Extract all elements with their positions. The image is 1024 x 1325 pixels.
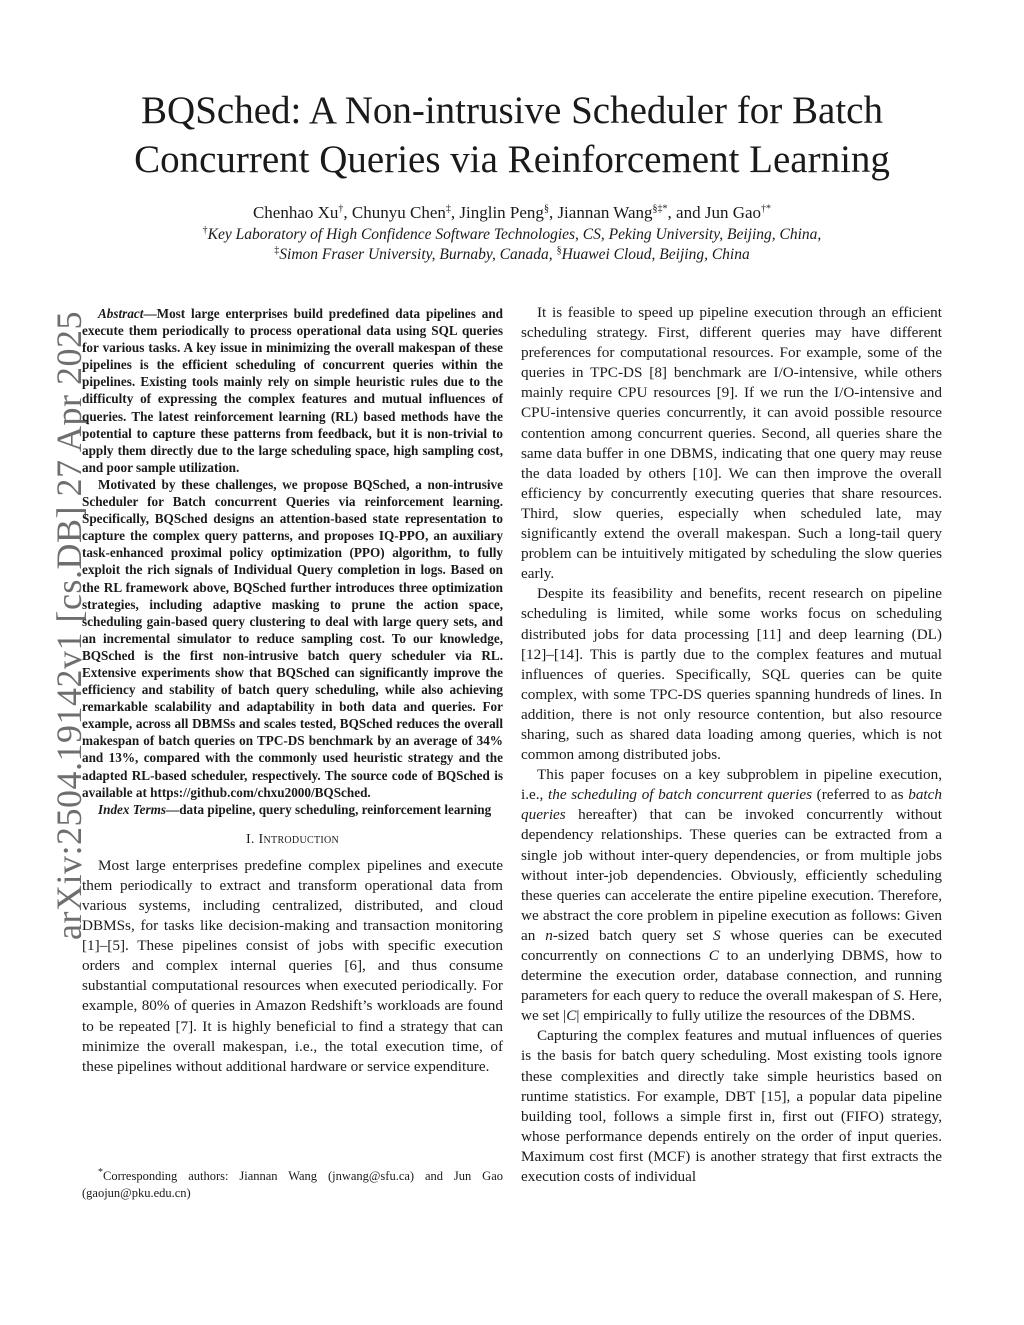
author-mark: ‡ — [445, 203, 451, 215]
affiliation-text: Huawei Cloud, Beijing, China — [561, 246, 750, 263]
affiliation-line-1 — [90, 225, 934, 245]
body-paragraph: Capturing the complex features and mutual influences of queries is the basis for batch query scheduling. Most existing tools ignore these complexities and directly take simple heuristics based on runtime statistics. For example, DBT [15], a popular data pipeline building tool, follows a simple first in, first out (FIFO) strategy, whose performance depends entirely on the order of input queries. Maximum cost first (MCF) is another strategy that first extracts the execution costs of individual — [521, 1027, 942, 1186]
affiliation-text: Key Laboratory of High Confidence Software Technologies, CS, Peking University, Beijing, China, — [207, 226, 822, 243]
right-column — [521, 303, 942, 1187]
author-mark: †* — [761, 203, 772, 215]
paper-title: BQSched: A Non-intrusive Scheduler for Batch Concurrent Queries via Reinforcement Learning — [134, 89, 890, 181]
affiliations — [90, 225, 934, 265]
footnote: *Corresponding authors: Jiannan Wang (jnwang@sfu.ca) and Jun Gao (gaojun@pku.edu.cn) — [82, 1166, 503, 1200]
affiliation-mark: ‡ — [274, 244, 280, 256]
author-name: Jinglin Peng — [459, 203, 544, 222]
author-mark: §‡* — [652, 203, 668, 215]
body-paragraph: Despite its feasibility and benefits, recent research on pipeline scheduling is limited, while some works focus on scheduling distributed jobs for data processing [11] and deep learning (DL) [12]–[14]. This is partly due to the complex features and mutual influences of queries. Specifically, SQL queries can be quite complex, with some TPC-DS queries spanning hundreds of lines. In addition, there is not only resource contention, but also resource sharing, such as shared data loading among queries, which is not common among distributed jobs. — [521, 585, 942, 764]
author-mark: § — [543, 203, 549, 215]
left-column — [82, 305, 503, 1077]
body-paragraph: It is feasible to speed up pipeline execution through an efficient scheduling strategy. First, different queries may have different preferences for computational resources. For example, some of the queries in TPC-DS [8] benchmark are I/O-intensive, while others mainly require CPU resources [9]. If we run the I/O-intensive and CPU-intensive queries concurrently, it can avoid possible resource contention among concurrent queries. Second, all queries share the same data buffer in one DBMS, indicating that one query may reuse the data loaded by others [10]. We can then improve the overall efficiency by concurrently executing queries that share resources. Third, slow queries, especially when scheduled late, may significantly extend the overall makespan. Such a long-tail query problem can be intuitively mitigated by scheduling the slow queries early. — [521, 304, 942, 583]
affiliation-mark: † — [202, 224, 208, 236]
index-terms-label: Index Terms — [98, 801, 167, 817]
abstract-label: Abstract — [98, 306, 144, 321]
footnote-mark: * — [98, 1166, 103, 1178]
affiliation-text: Simon Fraser University, Burnaby, Canada, — [279, 246, 557, 263]
section-heading: I. Introduction — [245, 831, 340, 847]
affiliation-mark: § — [556, 244, 562, 256]
arxiv-identifier: arXiv:2504.19142v1 [cs.DB] 27 Apr 2025 — [49, 311, 89, 940]
body-paragraph: This paper focuses on a key subproblem in pipeline execution, i.e., the scheduling of batch concurrent queries (referred to as batch queries hereafter) that can be invoked concurrently without dependency relationships. These queries can be extracted from a single job without inter-query dependencies, or from multiple jobs without inter-job dependencies. Obviously, efficiently scheduling these queries can accelerate the entire pipeline execution. Therefore, we abstract the core problem in pipeline execution as follows: Given an n-sized batch query set S whose queries can be executed concurrently on connections C to an underlying DBMS, how to determine the execution order, database connection, and running parameters for each query to reduce the overall makespan of S. Here, we set |C| empirically to fully utilize the resources of the DBMS. — [521, 766, 942, 1025]
abstract-paragraph: Abstract—Most large enterprises build predefined data pipelines and execute them periodically to process operational data using SQL queries for various tasks. A key issue in minimizing the overall makespan of these pipelines is the efficient scheduling of concurrent queries within the pipelines. Existing tools mainly rely on simple heuristic rules due to the difficulty of expressing the complex features and mutual influences of queries. The latest reinforcement learning (RL) based methods have the potential to capture these patterns from feedback, but it is non-trivial to apply them directly due to the large scheduling space, high sampling cost, and poor sample utilization. — [82, 306, 503, 475]
author-name: Jiannan Wang — [557, 203, 653, 222]
abstract-paragraph: Motivated by these challenges, we propose BQSched, a non-intrusive Scheduler for Batch concurrent Queries via reinforcement learning. Specifically, BQSched designs an attention-based state representation to capture the complex query patterns, and proposes IQ-PPO, an auxiliary task-enhanced proximal policy optimization (PPO) algorithm, to fully exploit the rich signals of Individual Query completion in logs. Based on the RL framework above, BQSched further introduces three optimization strategies, including adaptive masking to prune the action space, scheduling gain-based query clustering to deal with large query sets, and an incremental simulator to reduce sampling cost. To our knowledge, BQSched is the first non-intrusive batch query scheduler via RL. Extensive experiments show that BQSched can significantly improve the efficiency and stability of batch query scheduling, while also achieving remarkable scalability and adaptability in both data and queries. For example, across all DBMSs and scales tested, BQSched reduces the overall makespan of batch queries on TPC-DS benchmark by an average of 34% and 13%, compared with the commonly used heuristic strategy and the adapted RL-based scheduler, respectively. The source code of BQSched is available at https://github.com/chxu2000/BQSched. — [82, 476, 503, 800]
author-name: Chunyu Chen — [351, 203, 446, 222]
index-terms: Index Terms—data pipeline, query scheduling, reinforcement learning — [98, 801, 492, 817]
author-list: Chenhao Xu†, Chunyu Chen‡, Jinglin Peng§, Jiannan Wang§‡*, and Jun Gao†* — [252, 203, 772, 222]
abstract — [82, 305, 503, 818]
body-paragraph: Most large enterprises predefine complex pipelines and execute them periodically to extract and transform operational data from various systems, including centralized, distributed, and cloud DBMSs, for tasks like decision-making and transaction monitoring [1]–[5]. These pipelines consist of jobs with specific execution orders and complex internal queries [6], and thus consume substantial computational resources when executed periodically. For example, 80% of queries in Amazon Redshift’s workloads are found to be repeated [7]. It is highly beneficial to find a strategy that can minimize the overall makespan, i.e., the total execution time, of these pipelines without additional hardware or service expenditure. — [82, 856, 503, 1075]
author-name: Jun Gao — [704, 203, 762, 222]
author-name: Chenhao Xu — [252, 203, 339, 222]
author-mark: † — [338, 203, 344, 215]
introduction-left — [82, 856, 503, 1077]
affiliation-line-2 — [90, 245, 934, 265]
